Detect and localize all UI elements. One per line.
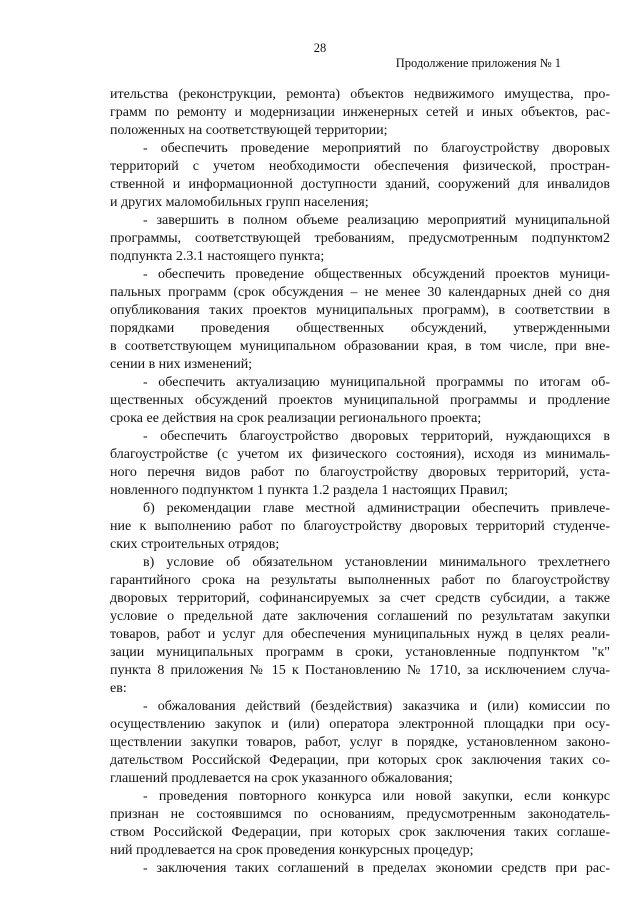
text-line: положенных на соответствующей территории; bbox=[110, 123, 388, 138]
text-line: сении в них изменений; bbox=[110, 357, 253, 372]
text-line: в) условие об обязательном установлении минимального трехлетнего bbox=[143, 555, 610, 570]
text-line: ских строительных отрядов; bbox=[110, 537, 280, 552]
text-line: - обжалования действий (бездействия) заказчика и (или) комиссии по bbox=[143, 699, 610, 714]
text-line: грамм по ремонту и модернизации инженерных сетей и иных объектов, рас- bbox=[110, 105, 610, 120]
text-line: в соответствующем муниципальном образовании края, в том числе, при внe- bbox=[110, 339, 610, 354]
document-body bbox=[110, 86, 610, 878]
text-line: благоустройстве (с учетом их физического состояния), исходя из минималь- bbox=[110, 447, 610, 462]
text-line: опубликования таких проектов муниципальных программ), в соответствии в bbox=[110, 303, 610, 318]
text-line: ществлении закупки товаров, работ, услуг в порядке, установленном законо- bbox=[110, 735, 610, 750]
text-line: осуществлению закупок и (или) оператора электронной площадки при осу- bbox=[110, 717, 610, 732]
text-line: ством Российской Федерации, при которых срок заключения таких соглаше- bbox=[110, 825, 610, 840]
text-line: подпункта 2.3.1 настоящего пункта; bbox=[110, 249, 325, 264]
text-line: - заключения таких соглашений в пределах экономии средств при рас- bbox=[143, 861, 610, 876]
text-line: территорий с учетом необходимости обеспечения физической, простран- bbox=[110, 159, 610, 174]
text-line: срока ее действия на срок реализации регионального проекта; bbox=[110, 411, 482, 426]
text-line: новленного подпунктом 1 пункта 1.2 раздела 1 настоящих Правил; bbox=[110, 483, 509, 498]
text-line: дворовых территорий, софинансируемых за счет средств субсидии, а также bbox=[110, 591, 610, 606]
text-line: ев: bbox=[110, 681, 127, 696]
text-line: ного перечня видов работ по благоустройству дворовых территорий, уста- bbox=[110, 465, 610, 480]
text-line: пальных программ (срок обсуждения – не менее 30 календарных дней со дня bbox=[110, 285, 610, 300]
text-line: условие о предельной дате заключения соглашений по результатам закупки bbox=[110, 609, 610, 624]
text-line: зации муниципальных программ в сроки, установленные подпунктом "к" bbox=[110, 645, 610, 660]
appendix-continuation-note: Продолжение приложения № 1 bbox=[395, 56, 561, 70]
text-line: порядками проведения общественных обсуждений, утвержденными bbox=[110, 321, 610, 336]
text-line: признан не состоявшимся по основаниям, предусмотренным законодатель- bbox=[110, 807, 610, 822]
text-line: - обеспечить проведение мероприятий по благоустройству дворовых bbox=[143, 141, 610, 156]
text-line: - проведения повторного конкурса или новой закупки, если конкурс bbox=[143, 789, 610, 804]
text-line: пункта 8 приложения № 15 к Постановлению № 1710, за исключением случа- bbox=[110, 663, 610, 678]
text-line: гарантийного срока на результаты выполненных работ по благоустройству bbox=[110, 573, 610, 588]
text-line: глашений продлевается на срок указанного обжалования; bbox=[110, 771, 453, 786]
text-line: ние к выполнению работ по благоустройству дворовых территорий студенче- bbox=[110, 519, 610, 534]
text-line: ний продлевается на срок проведения конкурсных процедур; bbox=[110, 843, 474, 858]
text-line: - обеспечить проведение общественных обсуждений проектов муници- bbox=[143, 267, 610, 282]
text-line: ительства (реконструкции, ремонта) объектов недвижимого имущества, про- bbox=[110, 87, 610, 102]
text-line: щественных обсуждений проектов муниципальной программы и продление bbox=[110, 393, 610, 408]
text-line: товаров, работ и услуг для обеспечения муниципальных нужд в целях реали- bbox=[110, 627, 610, 642]
page-number: 28 bbox=[313, 41, 327, 55]
text-line: ственной и информационной доступности зданий, сооружений для инвалидов bbox=[110, 177, 610, 192]
text-line: дательством Российской Федерации, при которых срок заключения таких со- bbox=[110, 753, 610, 768]
text-line: - завершить в полном объеме реализацию мероприятий муниципальной bbox=[143, 213, 610, 228]
text-line: программы, соответствующей требованиям, предусмотренным подпунктом2 bbox=[110, 231, 610, 246]
text-line: - обеспечить благоустройство дворовых территорий, нуждающихся в bbox=[143, 429, 610, 444]
text-line: - обеспечить актуализацию муниципальной программы по итогам об- bbox=[143, 375, 610, 390]
text-line: и других маломобильных групп населения; bbox=[110, 195, 369, 210]
text-line: б) рекомендации главе местной администрации обеспечить привлече- bbox=[143, 501, 610, 516]
